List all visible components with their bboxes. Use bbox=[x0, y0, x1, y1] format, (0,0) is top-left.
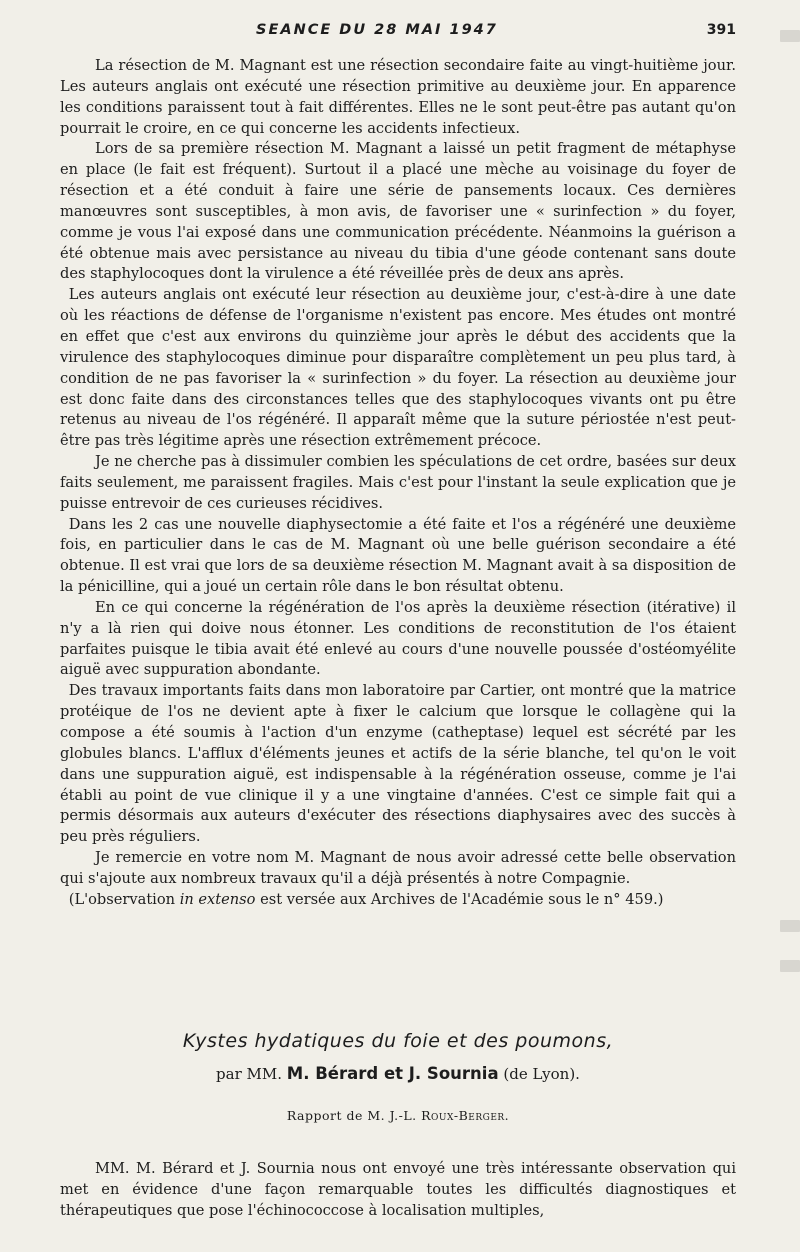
article-byline bbox=[60, 1064, 736, 1083]
page-number: 391 bbox=[706, 22, 736, 38]
paragraph: Lors de sa première résection M. Magnant a laissé un petit fragment de métaphyse en place (le fait est fréquent). Surtout il a placé une mèche au voisinage du foyer de résection et a été conduit à faire une série de pansements locaux. Ces dernières manœuvres sont susceptibles, à mon avis, de favoriser une « surinfection » du foyer, comme je vous l'ai exposé dans une communication précédente. Néanmoins la guérison a été obtenue mais avec persistance au niveau du tibia d'une géode contenant sans doute des staphylocoques dont la virulence a été réveillée près de deux ans après. bbox=[60, 140, 736, 283]
page-edge-mark bbox=[780, 30, 800, 42]
note-text: (L'observation bbox=[68, 890, 180, 908]
paragraph: Les auteurs anglais ont exécuté leur résection au deuxième jour, c'est-à-dire à une date où les réactions de défense de l'organisme n'existent pas encore. Mes études ont montré en effet que c'est aux environs du quinzième jour après le début des accidents que la virulence des staphylocoques diminue pour disparaître complètement un peu plus tard, à condition de ne pas favoriser la « surinfection » du foyer. La résection au deuxième jour est donc faite dans des circonstances telles que des staphylocoques vivants ont pu être retenus au niveau de l'os régénéré. Il apparaît même que la suture périostée n'est peut-être pas très légitime après une résection extrêmement précoce. bbox=[60, 286, 736, 450]
paragraph: Dans les 2 cas une nouvelle diaphysectomie a été faite et l'os a régénéré une deuxième fois, en particulier dans le cas de M. Magnant où une belle guérison secondaire a été obtenue. Il est vrai que lors de sa deuxième résection M. Magnant avait à sa disposition de la pénicilline, qui a joué un certain rôle dans le bon résultat obtenu. bbox=[60, 515, 736, 596]
report-line bbox=[60, 1108, 736, 1123]
paragraph: MM. M. Bérard et J. Sournia nous ont envoyé une très intéressante observation qui met en évidence d'une façon remarquable toutes les difficultés diagnostiques et thérapeutiques que pose l'échinococcose à localisation multiples, bbox=[60, 1160, 736, 1219]
paragraph: En ce qui concerne la régénération de l'os après la deuxième résection (itérative) il n'y a là rien qui doive nous étonner. Les conditions de reconstitution de l'os étaient parfaites puisque le tibia avait été enlevé au cours d'une nouvelle poussée d'ostéomyélite aiguë avec suppuration abondante. bbox=[60, 598, 736, 679]
page-edge-mark bbox=[780, 920, 800, 932]
report-author: Roux-Berger. bbox=[421, 1108, 510, 1123]
report-prefix: Rapport de M. J.-L. bbox=[286, 1108, 417, 1123]
header-title: SEANCE DU 28 MAI 1947 bbox=[256, 22, 498, 38]
note-text: est versée aux Archives de l'Académie sous le n° 459.) bbox=[255, 890, 664, 908]
article-body bbox=[60, 1158, 736, 1221]
running-header bbox=[60, 20, 736, 46]
byline-prefix: par MM. bbox=[216, 1065, 283, 1083]
body-text bbox=[60, 56, 736, 911]
archive-note bbox=[60, 890, 736, 911]
byline-suffix: (de Lyon). bbox=[503, 1065, 580, 1083]
paragraph: Des travaux importants faits dans mon laboratoire par Cartier, ont montré que la matrice protéique de l'os ne devient apte à fixer le calcium que lorsque le collagène qui la compose a été soumis à l'action d'un enzyme (catheptase) lequel est sécrété par les globules blancs. L'afflux d'éléments jeunes et actifs de la série blanche, tel qu'on le voit dans une suppuration aiguë, est indispensable à la régénération osseuse, comme je l'ai établi au point de vue clinique il y a une vingtaine d'années. C'est ce simple fait qui a permis désormais aux auteurs d'exécuter des résections diaphysaires avec des succès à peu près réguliers. bbox=[60, 682, 736, 846]
article-title: Kystes hydatiques du foie et des poumons, bbox=[182, 1030, 614, 1052]
note-italic: in extenso bbox=[179, 890, 256, 908]
page-edge-mark bbox=[780, 960, 800, 972]
paragraph: Je remercie en votre nom M. Magnant de nous avoir adressé cette belle observation qui s'ajoute aux nombreux travaux qu'il a déjà présentés à notre Compagnie. bbox=[60, 849, 736, 887]
byline-authors: M. Bérard et J. Sournia bbox=[286, 1064, 499, 1083]
paragraph: La résection de M. Magnant est une résection secondaire faite au vingt-huitième jour. Les auteurs anglais ont exécuté une résection primitive au deuxième jour. En apparence les conditions paraissent tout à fait différentes. Elles ne le sont peut-être pas autant qu'on pourrait le croire, en ce qui concerne les accidents infectieux. bbox=[60, 57, 736, 137]
paragraph: Je ne cherche pas à dissimuler combien les spéculations de cet ordre, basées sur deux faits seulement, me paraissent fragiles. Mais c'est pour l'instant la seule explication que je puisse entrevoir de ces curieuses récidives. bbox=[60, 453, 736, 512]
